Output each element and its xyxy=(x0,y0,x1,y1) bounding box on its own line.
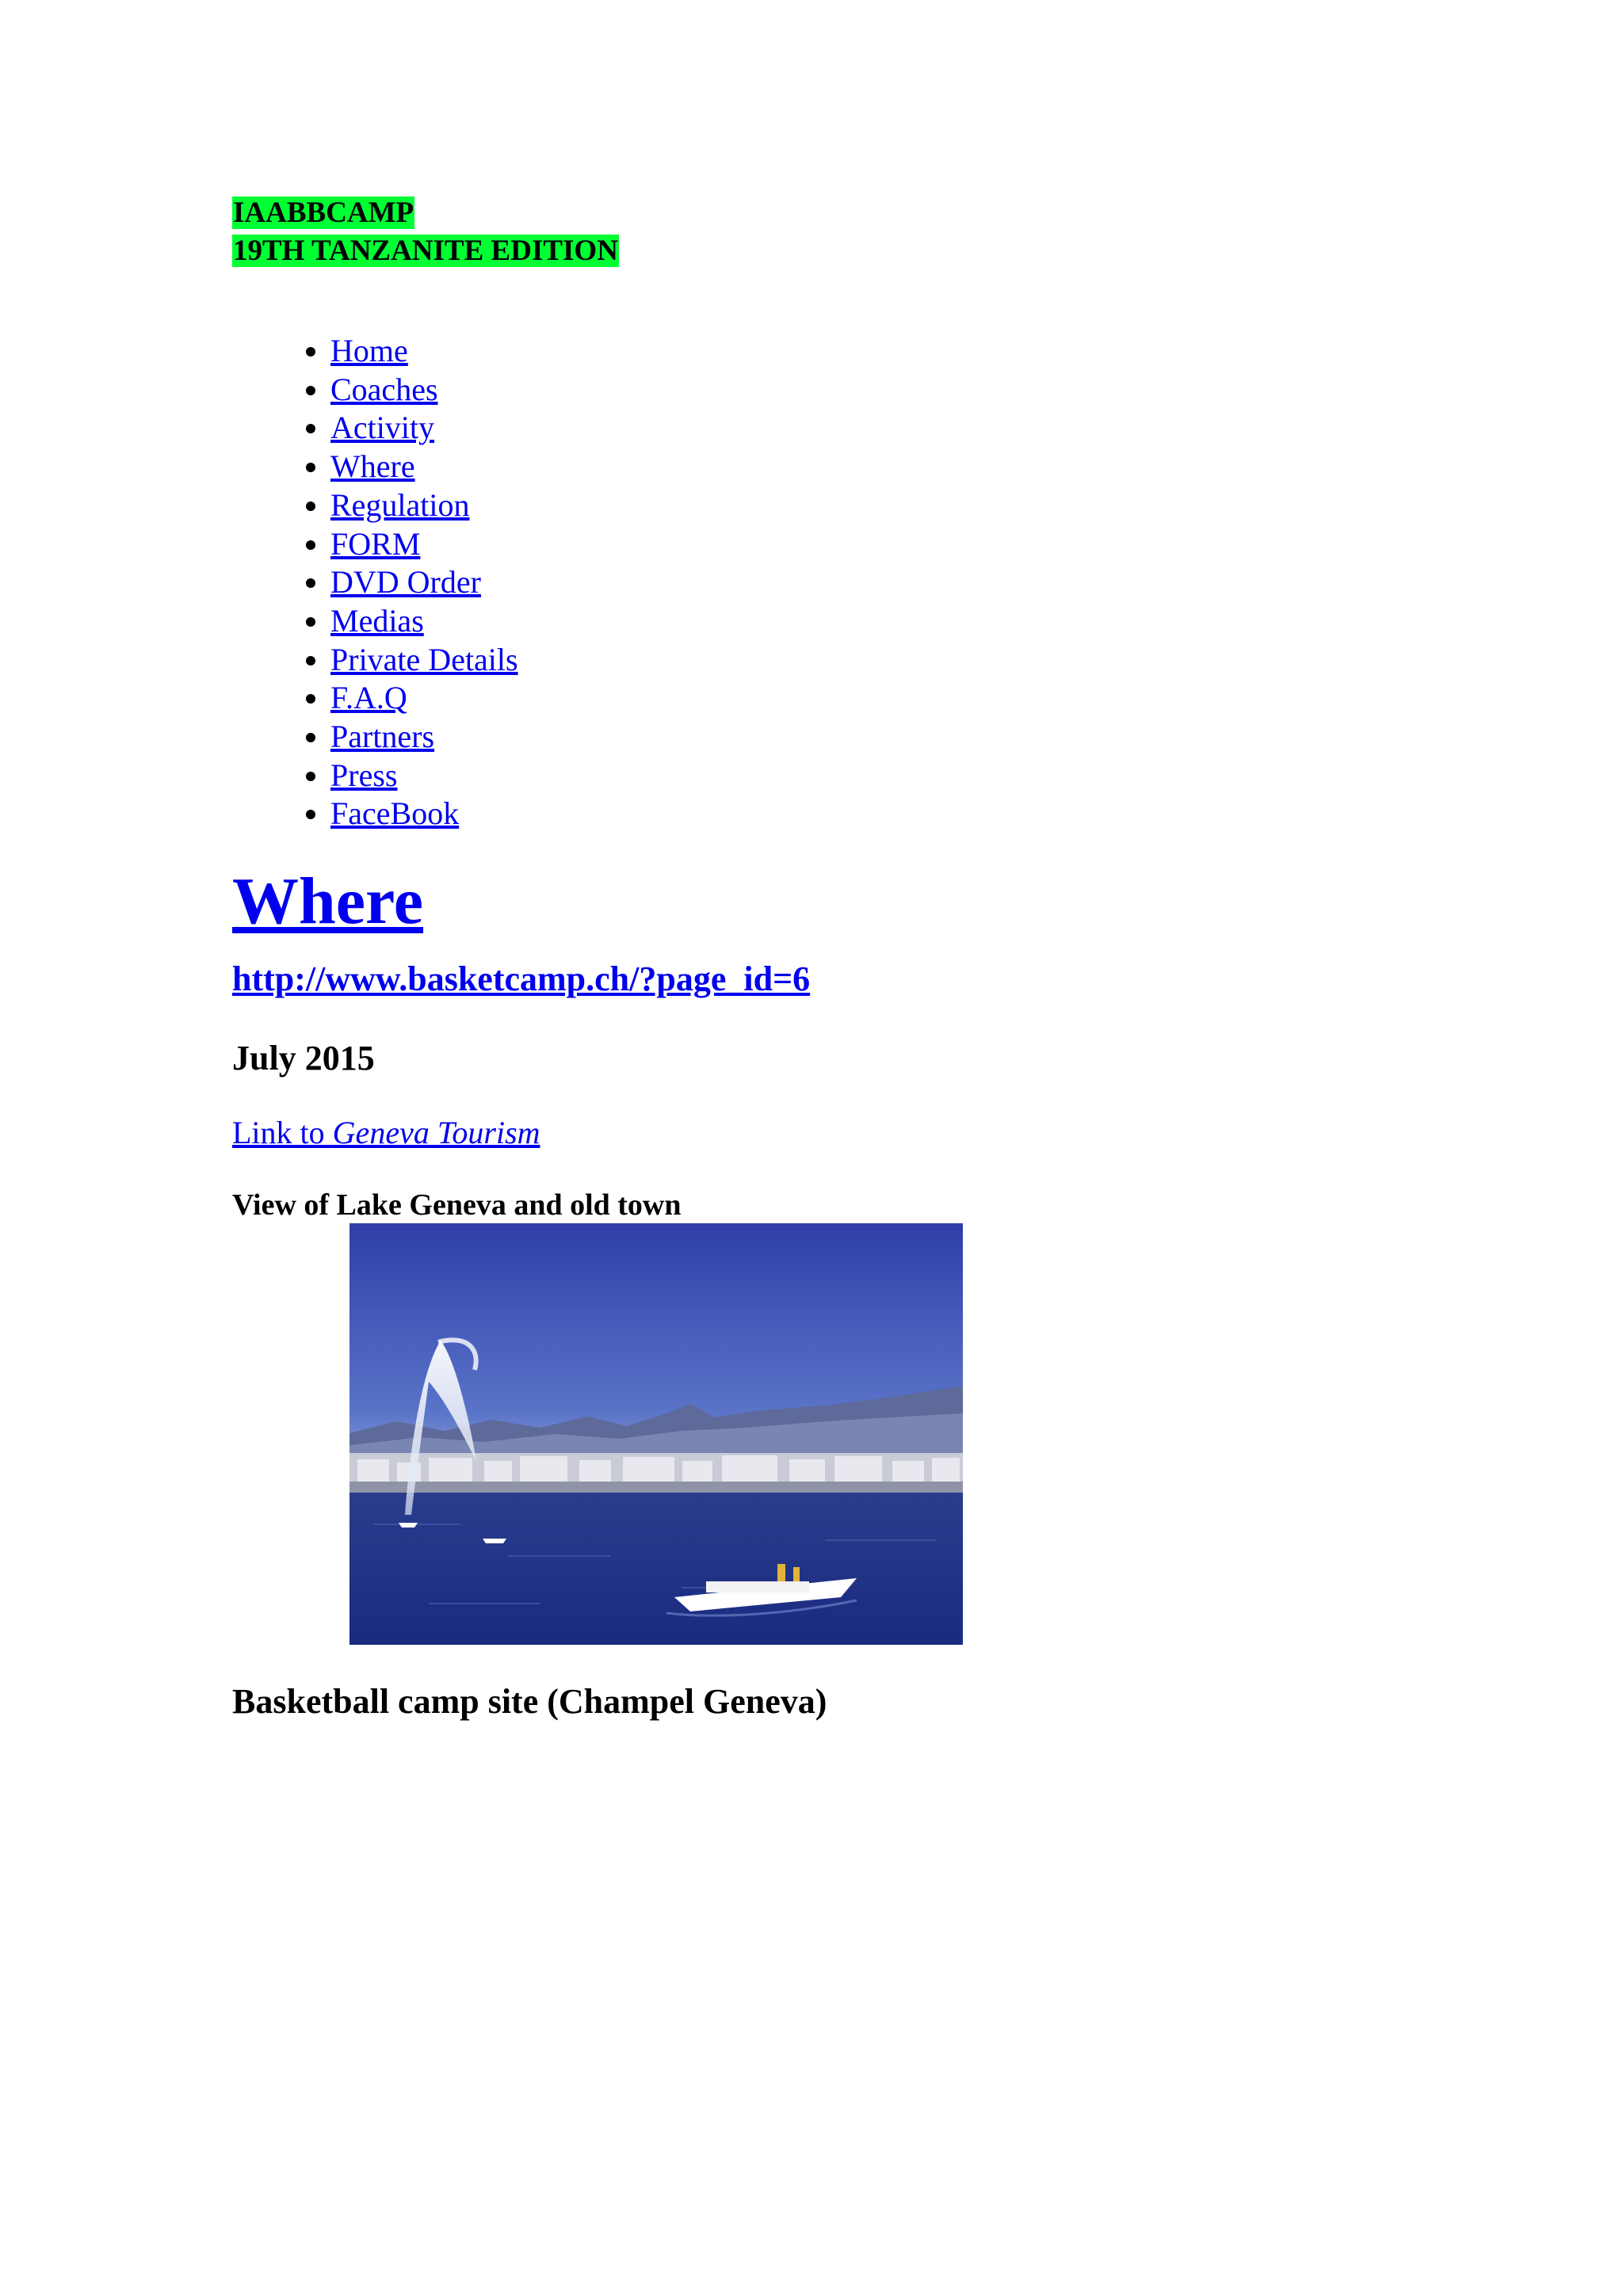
date-heading: July 2015 xyxy=(232,1039,375,1078)
tourism-link-name: Geneva Tourism xyxy=(332,1115,540,1151)
nav-item-faq xyxy=(330,679,1421,718)
nav-link-regulation[interactable]: Regulation xyxy=(330,486,470,523)
nav-link-activity[interactable]: Activity xyxy=(330,410,435,446)
page-content xyxy=(232,194,1421,1722)
banner-line-1: IAABBCAMP xyxy=(233,196,414,229)
photo-caption: View of Lake Geneva and old town xyxy=(232,1188,682,1222)
nav-link-home[interactable]: Home xyxy=(330,333,408,368)
nav-item-home xyxy=(330,332,1421,371)
nav-link-faq[interactable]: F.A.Q xyxy=(330,680,407,716)
banner-line-2: 19TH TANZANITE EDITION xyxy=(233,235,618,267)
page-title-heading xyxy=(232,864,1421,940)
nav-item-facebook xyxy=(330,795,1421,833)
site-banner xyxy=(232,194,1421,270)
nav-item-activity xyxy=(330,409,1421,448)
page-url-link[interactable]: http://www.basketcamp.ch/?page_id=6 xyxy=(232,959,811,999)
nav-item-coaches xyxy=(330,371,1421,410)
nav-link-coaches[interactable]: Coaches xyxy=(330,371,438,407)
nav-link-where[interactable]: Where xyxy=(330,448,415,485)
nav-link-dvd-order[interactable]: DVD Order xyxy=(330,564,481,601)
nav-item-private-details xyxy=(330,641,1421,680)
nav-link-form[interactable]: FORM xyxy=(330,525,421,562)
nav-item-form xyxy=(330,525,1421,564)
tourism-link-prefix: Link to xyxy=(232,1115,333,1151)
nav-item-medias xyxy=(330,602,1421,641)
nav-link-facebook[interactable]: FaceBook xyxy=(330,795,460,832)
nav-item-partners xyxy=(330,718,1421,757)
nav-link-partners[interactable]: Partners xyxy=(330,719,435,755)
camp-site-heading: Basketball camp site (Champel Geneva) xyxy=(232,1682,827,1722)
main-nav xyxy=(232,332,1421,833)
nav-link-private-details[interactable]: Private Details xyxy=(330,641,518,677)
page-url-heading xyxy=(232,959,1421,1000)
lake-geneva-photo xyxy=(349,1223,963,1645)
tourism-link-paragraph xyxy=(232,1114,1421,1152)
geneva-tourism-link[interactable] xyxy=(232,1115,540,1150)
page-title-link[interactable]: Where xyxy=(232,864,424,939)
nav-item-regulation xyxy=(330,486,1421,525)
nav-item-press xyxy=(330,757,1421,795)
nav-item-where xyxy=(330,448,1421,486)
nav-link-medias[interactable]: Medias xyxy=(330,602,424,639)
nav-link-press[interactable]: Press xyxy=(330,757,398,793)
nav-item-dvd-order xyxy=(330,563,1421,602)
